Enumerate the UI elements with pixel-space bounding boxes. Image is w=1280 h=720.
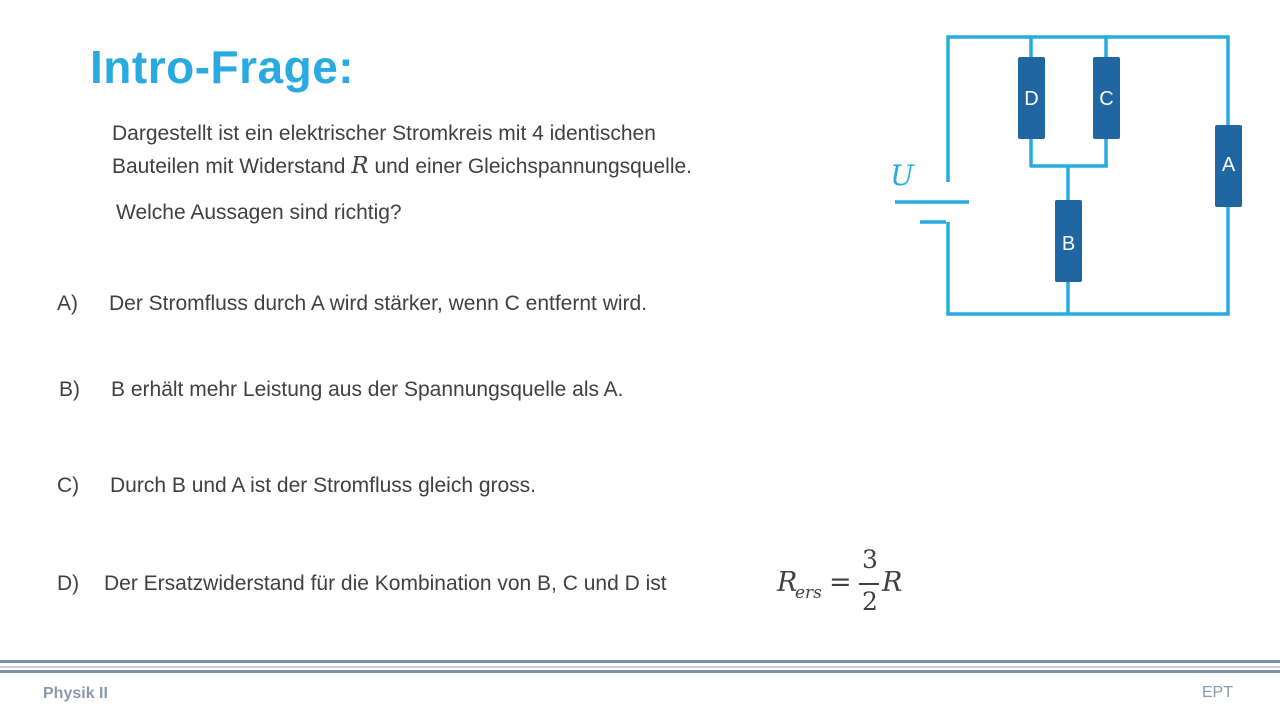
resistor-b-label: B	[1061, 233, 1076, 255]
answer-option-a	[57, 292, 647, 316]
intro-line-2-post: und einer Gleichspannungsquelle.	[368, 155, 693, 178]
formula-denominator: 2	[862, 587, 878, 616]
answer-letter: D)	[57, 572, 80, 595]
equivalent-resistance-formula	[777, 545, 917, 625]
intro-text	[112, 118, 832, 183]
footer-rule-bottom	[0, 670, 1280, 673]
answer-text: B erhält mehr Leistung aus der Spannungsquelle als A.	[111, 378, 624, 401]
resistor-c-label: C	[1099, 88, 1114, 110]
answer-text: Der Ersatzwiderstand für die Kombination von B, C und D ist	[104, 572, 667, 595]
fraction-bar	[859, 583, 879, 585]
outer-wire	[948, 37, 1228, 314]
answer-option-d	[57, 572, 667, 596]
intro-line-2-pre: Bauteilen mit Widerstand	[112, 155, 352, 178]
formula-equals: =	[829, 567, 852, 598]
resistor-b	[1055, 200, 1082, 282]
answer-letter: C)	[57, 474, 80, 497]
resistor-c	[1093, 57, 1120, 139]
resistance-variable: R	[351, 153, 369, 179]
footer-rule-middle	[0, 666, 1280, 668]
formula-symbol: R	[777, 567, 798, 598]
answer-letter: B)	[59, 378, 80, 401]
slide-title: Intro-Frage:	[90, 41, 355, 93]
resistor-a	[1215, 125, 1242, 207]
footer-course-name: Physik II	[43, 685, 108, 702]
answer-option-c	[57, 474, 536, 498]
voltage-label: U	[890, 159, 914, 192]
circuit-diagram	[880, 25, 1250, 325]
formula-tail-symbol: R	[882, 567, 903, 598]
footer-department: EPT	[1201, 684, 1233, 701]
intro-line-1: Dargestellt ist ein elektrischer Stromkreis mit 4 identischen	[112, 122, 656, 145]
formula-subscript: ers	[795, 583, 822, 603]
footer-rule-top	[0, 660, 1280, 663]
intro-line-2	[112, 150, 832, 183]
answer-option-b	[59, 378, 624, 402]
formula-numerator: 3	[862, 545, 878, 574]
resistor-d	[1018, 57, 1045, 139]
question-text: Welche Aussagen sind richtig?	[116, 201, 402, 224]
answer-text: Der Stromfluss durch A wird stärker, wenn C entfernt wird.	[109, 292, 648, 315]
answer-letter: A)	[57, 292, 78, 315]
answer-text: Durch B und A ist der Stromfluss gleich gross.	[110, 474, 537, 497]
resistor-d-label: D	[1024, 88, 1039, 110]
resistor-a-label: A	[1221, 154, 1236, 176]
